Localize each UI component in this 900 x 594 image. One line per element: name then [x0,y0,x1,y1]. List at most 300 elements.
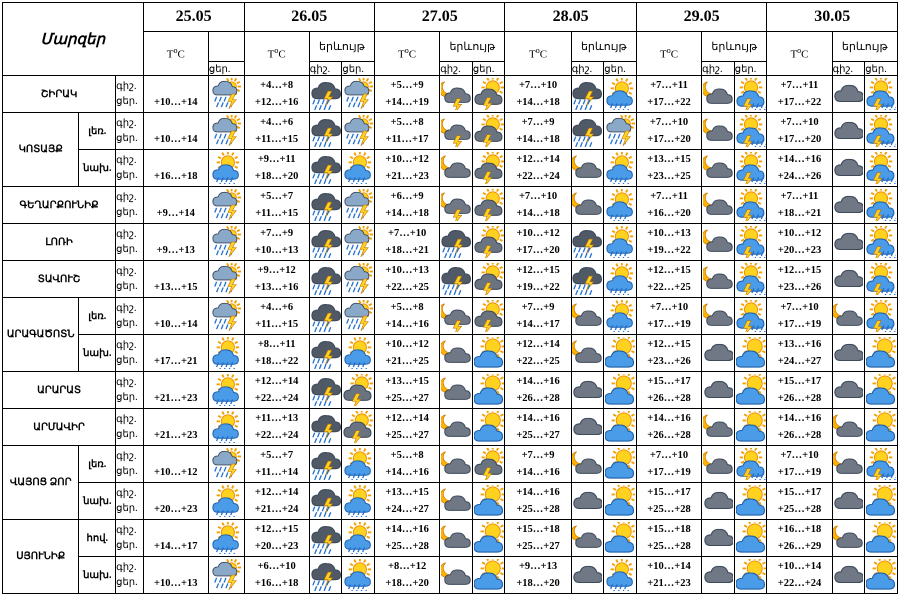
forecast-row [3,557,898,594]
cloud-storm-icon [572,115,602,147]
moon-cloud-icon [441,559,471,591]
day-temp: +22…+24 [777,578,822,589]
temperature-range [374,372,439,409]
weather-cell [208,557,244,594]
temperature-range [143,150,208,187]
day-label: ցեր. [116,281,138,292]
day-weather-cell [342,557,375,594]
sun-rain-icon [211,485,241,517]
sun-cloud-icon [866,337,896,369]
day-night-labels [116,298,144,335]
sub-region: նախ. [79,483,116,520]
night-weather-cell [309,557,342,594]
day-label: ցեր. [734,62,767,76]
sun-storm-icon [866,300,896,332]
cloud-icon [572,411,602,443]
sun-cloud-storm-icon [343,374,373,406]
temperature-range [143,520,208,557]
cloud-icon [833,337,863,369]
night-temp: +10…+13 [385,265,429,276]
day-label: ցեր. [865,62,898,76]
night-temp: +4…+6 [260,117,294,128]
weather-header-empty [208,32,244,62]
night-temp: +14…+16 [777,154,822,165]
weather-cell [208,483,244,520]
day-temp: +23…+25 [647,171,691,182]
day-weather-cell [472,261,505,298]
night-weather-cell [309,298,342,335]
moon-cloud-storm-icon [441,189,471,221]
region-name: ԼՈՌԻ [3,224,116,261]
temperature-range [505,446,571,483]
temperature-range [374,150,439,187]
night-temp: +7…+10 [780,302,819,313]
moon-cloud-icon [572,522,602,554]
night-weather-cell [571,187,604,224]
day-temp: +17…+19 [777,319,822,330]
rain-storm-icon [343,300,373,332]
night-weather-cell [571,224,604,261]
night-weather-cell [832,372,865,409]
day-weather-cell [342,520,375,557]
night-weather-cell [571,150,604,187]
day-temp: +17…+21 [154,356,198,367]
temperature-range [374,224,439,261]
day-weather-cell [865,483,898,520]
cloud-icon [703,374,733,406]
temp-header: $T^oC$ [505,32,571,76]
night-temp: +14…+16 [777,413,822,424]
day-weather-cell [604,557,637,594]
day-temp: +24…+26 [777,171,822,182]
day-night-labels [116,409,144,446]
day-weather-cell [342,409,375,446]
night-weather-cell [309,335,342,372]
moon-cloud-icon [703,411,733,443]
moon-cloud-icon [572,448,602,480]
rain-storm-icon [211,559,241,591]
cloud-icon [833,115,863,147]
day-temp: +14…+18 [516,208,560,219]
night-weather-cell [702,520,735,557]
night-weather-cell [571,76,604,113]
day-weather-cell [734,187,767,224]
temperature-range [505,261,571,298]
day-temp: +18…+22 [254,356,299,367]
night-temp: +4…+8 [260,80,294,91]
day-temp: +26…+28 [777,393,822,404]
day-temp: +17…+19 [647,467,691,478]
moon-cloud-icon [703,263,733,295]
cloud-icon [703,337,733,369]
cloud-icon [833,78,863,110]
night-temp: +10…+14 [777,561,822,572]
rain-storm-icon [343,226,373,258]
night-weather-cell [832,187,865,224]
forecast-row [3,113,898,150]
day-temp: +10…+14 [154,134,198,145]
night-temp: +12…+15 [254,524,299,535]
day-night-labels [116,261,144,298]
sun-cloud-icon [736,522,766,554]
day-temp: +19…+22 [516,282,560,293]
temperature-range [244,261,309,298]
night-label: գիշ. [116,340,137,351]
night-weather-cell [571,520,604,557]
night-weather-cell [571,446,604,483]
cloud-storm-icon [311,189,341,221]
night-weather-cell [832,483,865,520]
night-weather-cell [702,187,735,224]
forecast-row [3,187,898,224]
night-label: գիշ. [116,192,137,203]
temperature-range [244,483,309,520]
night-weather-cell [702,76,735,113]
night-weather-cell [571,409,604,446]
day-weather-cell [734,409,767,446]
date-header: 25.05 [143,3,244,32]
day-temp: +25…+28 [516,504,560,515]
sun-rain-icon [605,226,635,258]
temperature-range [505,520,571,557]
night-weather-cell [832,298,865,335]
day-weather-cell [734,557,767,594]
region-name: ԿՈՏԱՅՔ [3,113,79,187]
night-temp: +7…+11 [780,191,819,202]
moon-cloud-storm-icon [441,300,471,332]
night-weather-cell [832,76,865,113]
temperature-range [767,224,832,261]
sub-region: նախ. [79,150,116,187]
day-weather-cell [734,261,767,298]
day-temp: +10…+14 [154,97,198,108]
temperature-range [767,372,832,409]
temperature-range [505,483,571,520]
cloud-icon [833,263,863,295]
forecast-row [3,150,898,187]
day-temp: +21…+25 [385,356,429,367]
night-label: գիշ. [116,414,137,425]
day-weather-cell [604,76,637,113]
day-weather-cell [604,224,637,261]
night-weather-cell [832,520,865,557]
night-temp: +14…+16 [516,413,560,424]
day-temp: +18…+21 [385,245,429,256]
night-temp: +13…+15 [647,154,691,165]
day-temp: +18…+20 [516,578,560,589]
night-temp: +15…+18 [516,524,560,535]
day-temp: +18…+20 [385,578,429,589]
cloud-icon [703,522,733,554]
rain-storm-icon [343,189,373,221]
night-weather-cell [309,446,342,483]
regions-header: Մարզեր [3,3,144,76]
day-temp: +13…+15 [154,282,198,293]
day-weather-cell [604,187,637,224]
region-name: ԱՐՄԱՎԻՐ [3,409,116,446]
day-temp: +13…+16 [254,282,299,293]
sun-rain-icon [211,411,241,443]
night-temp: +13…+16 [777,339,822,350]
forecast-row [3,224,898,261]
day-label: ցեր. [472,62,505,76]
sun-rain-icon [343,559,373,591]
day-night-labels [116,372,144,409]
day-weather-cell [472,483,505,520]
night-label: գիշ. [571,62,604,76]
temperature-range [767,520,832,557]
day-temp: +26…+28 [777,430,822,441]
day-label: ցեր. [116,355,138,366]
night-temp: +7…+10 [649,117,689,128]
day-night-labels [116,483,144,520]
temperature-range [143,261,208,298]
weather-header: երևույթ [571,32,636,62]
night-weather-cell [832,113,865,150]
cloud-icon [833,374,863,406]
day-temp: +21…+23 [154,393,198,404]
sun-cloud-icon [474,374,504,406]
night-weather-cell [832,446,865,483]
night-weather-cell [832,224,865,261]
day-temp: +19…+22 [647,245,691,256]
night-temp: +5…+8 [390,117,424,128]
night-weather-cell [440,520,473,557]
sun-rain-icon [605,152,635,184]
sun-rain-icon [211,522,241,554]
moon-cloud-icon [703,78,733,110]
night-temp: +7…+9 [521,117,555,128]
sun-cloud-icon [736,411,766,443]
day-temp: +14…+17 [154,541,198,552]
night-temp: +14…+16 [385,524,429,535]
night-weather-cell [440,372,473,409]
night-weather-cell [571,261,604,298]
night-weather-cell [309,409,342,446]
temperature-range [767,557,832,594]
date-header: 29.05 [636,3,766,32]
day-weather-cell [734,372,767,409]
day-temp: +16…+18 [254,578,299,589]
day-temp: +9…+13 [156,245,195,256]
day-temp: +20…+23 [777,245,822,256]
temperature-range [244,557,309,594]
sun-cloud-icon [605,374,635,406]
temperature-range [244,409,309,446]
day-temp: +11…+15 [255,134,299,145]
cloud-storm-icon [572,263,602,295]
day-label: ցեր. [604,62,637,76]
day-label: ցեր. [116,96,138,107]
moon-cloud-storm-icon [441,78,471,110]
temperature-range [374,483,439,520]
sun-cloud-icon [736,374,766,406]
day-weather-cell [865,150,898,187]
night-temp: +13…+15 [385,376,429,387]
cloud-icon [703,559,733,591]
temperature-range [505,187,571,224]
temperature-range [505,298,571,335]
day-weather-cell [604,520,637,557]
night-weather-cell [702,224,735,261]
moon-cloud-icon [703,152,733,184]
temp-header: $T^oC$ [244,32,309,76]
moon-cloud-icon [572,300,602,332]
moon-cloud-icon [833,448,863,480]
day-weather-cell [472,224,505,261]
temperature-range [374,187,439,224]
temperature-range [244,298,309,335]
rain-storm-icon [211,448,241,480]
moon-cloud-icon [572,152,602,184]
day-temp: +10…+14 [154,319,198,330]
temperature-range [374,409,439,446]
day-weather-cell [342,150,375,187]
forecast-row [3,261,898,298]
temperature-range [636,224,701,261]
weather-header: երևույթ [832,32,897,62]
night-weather-cell [440,76,473,113]
temperature-range [374,557,439,594]
temperature-range [636,113,701,150]
temperature-range [636,557,701,594]
region-name: ՎԱՅՈՑ ՁՈՐ [3,446,79,520]
date-header: 28.05 [505,3,636,32]
sun-storm-icon [736,152,766,184]
temp-header: $T^oC$ [767,32,832,76]
day-temp: +17…+20 [777,134,822,145]
rain-storm-icon [343,78,373,110]
day-night-labels [116,557,144,594]
sun-storm-icon [866,263,896,295]
date-header: 26.05 [244,3,374,32]
weather-cell [208,261,244,298]
weather-cell [208,409,244,446]
night-temp: +7…+11 [780,80,819,91]
day-temp: +25…+28 [777,504,822,515]
temperature-range [505,224,571,261]
sun-storm-icon [736,263,766,295]
sun-cloud-icon [866,374,896,406]
temperature-range [636,76,701,113]
cloud-icon [833,189,863,221]
day-night-labels [116,113,144,150]
day-weather-cell [342,76,375,113]
day-weather-cell [342,372,375,409]
day-temp: +18…+21 [777,208,822,219]
temperature-range [636,335,701,372]
night-temp: +5…+7 [260,191,294,202]
temperature-range [505,409,571,446]
night-label: գիշ. [116,451,137,462]
day-weather-cell [604,113,637,150]
cloud-storm-icon [311,411,341,443]
day-weather-cell [472,335,505,372]
day-weather-cell [342,335,375,372]
temperature-range [505,557,571,594]
moon-cloud-icon [833,411,863,443]
sun-storm-icon [736,448,766,480]
forecast-table [2,2,898,594]
day-weather-cell [604,446,637,483]
night-temp: +8…+12 [387,561,427,572]
day-weather-cell [734,335,767,372]
day-weather-cell [734,113,767,150]
temperature-range [244,76,309,113]
day-label: ցեր. [116,318,138,329]
temperature-range [244,150,309,187]
moon-cloud-icon [441,448,471,480]
day-temp: +23…+26 [647,356,691,367]
sun-cloud-icon [736,485,766,517]
day-weather-cell [604,335,637,372]
day-temp: +24…+27 [385,504,429,515]
day-temp: +25…+28 [385,541,429,552]
day-weather-cell [342,224,375,261]
night-temp: +10…+12 [516,228,560,239]
day-weather-cell [604,150,637,187]
weather-header: երևույթ [440,32,505,62]
forecast-row [3,76,898,113]
day-temp: +12…+16 [254,97,299,108]
day-temp: +22…+24 [516,171,560,182]
temperature-range [505,76,571,113]
sun-cloud-storm-icon [474,226,504,258]
day-weather-cell [865,335,898,372]
day-label: ցեր. [116,503,138,514]
temperature-range [143,76,208,113]
night-weather-cell [832,335,865,372]
night-weather-cell [571,483,604,520]
day-temp: +14…+18 [516,97,560,108]
day-temp: +25…+27 [385,430,429,441]
day-weather-cell [472,187,505,224]
day-weather-cell [865,409,898,446]
night-weather-cell [440,113,473,150]
night-temp: +6…+10 [257,561,296,572]
day-temp: +14…+17 [516,319,560,330]
night-temp: +14…+16 [516,376,560,387]
cloud-storm-icon [311,448,341,480]
night-weather-cell [309,261,342,298]
sun-rain-icon [211,337,241,369]
night-temp: +7…+10 [780,450,819,461]
moon-cloud-icon [703,115,733,147]
day-night-labels [116,187,144,224]
sun-cloud-icon [605,485,635,517]
night-weather-cell [309,150,342,187]
day-temp: +22…+25 [516,356,560,367]
rain-storm-icon [211,189,241,221]
day-weather-cell [342,187,375,224]
night-weather-cell [440,261,473,298]
night-label: գիշ. [116,81,137,92]
rain-storm-icon [343,115,373,147]
sun-cloud-icon [605,448,635,480]
day-weather-cell [734,520,767,557]
night-label: գիշ. [116,118,137,129]
sun-cloud-storm-icon [474,263,504,295]
day-temp: +25…+27 [516,541,560,552]
sun-cloud-icon [866,559,896,591]
day-weather-cell [734,76,767,113]
day-weather-cell [472,446,505,483]
day-temp: +23…+26 [777,282,822,293]
night-temp: +12…+14 [385,413,429,424]
cloud-icon [572,374,602,406]
temperature-range [636,261,701,298]
night-weather-cell [832,557,865,594]
